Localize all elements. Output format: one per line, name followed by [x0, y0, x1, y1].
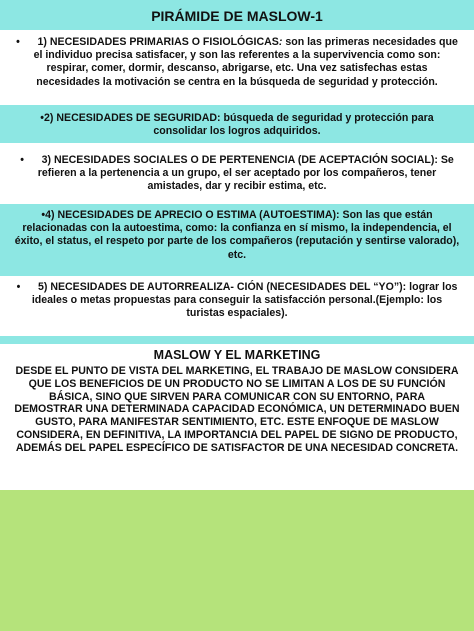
separator-band: [0, 336, 474, 344]
footer-area: [0, 490, 474, 631]
need-1-body: son las primeras necesidades que el individuo precisa satisfacer, y son las referentes a la supervivencia como son: respirar, comer, dormir, descanso, abrigarse, etc. Una vez satisfechas estas necesidades la motivación se centra en la búsqueda de seguridad y protección.: [33, 36, 458, 88]
need-4-body: 4) NECESIDADES DE APRECIO O ESTIMA (AUTOESTIMA): Son las que están relacionadas con la autoestima, como: la confianza en sí mismo, la independencia, el éxito, el status, el respeto por parte de los compañeros (reputación y sentirse valorado), etc.: [14, 209, 460, 261]
marketing-box: [0, 344, 474, 490]
need-1-colon: :: [278, 36, 283, 48]
title-band: [0, 0, 474, 30]
bullet: •: [16, 36, 20, 48]
spacer-band: [0, 262, 474, 276]
need-1-lead: 1) NECESIDADES PRIMARIAS O FISIOLÓGICAS: [37, 36, 279, 48]
need-5-body: 5) NECESIDADES DE AUTORREALIZA- CIÓN (NECESIDADES DEL “YO”): lograr los ideales o metas propuestas para conseguir la satisfacción personal.(Ejemplo: los turistas espaciales).: [31, 281, 458, 320]
need-1-text: [0, 30, 474, 89]
bullet: •: [16, 281, 21, 293]
marketing-title: MASLOW Y EL MARKETING: [153, 348, 321, 362]
need-2-text: [0, 105, 474, 138]
need-3-text: [0, 143, 474, 194]
need-2-body: 2) NECESIDADES DE SEGURIDAD: búsqueda de seguridad y protección para consolidar los logros adquiridos.: [44, 112, 434, 138]
need-4-text: [0, 204, 474, 262]
need-3-box: [0, 143, 474, 204]
bullet: •: [40, 112, 44, 124]
need-3-body: 3) NECESIDADES SOCIALES O DE PERTENENCIA (DE ACEPTACIÓN SOCIAL): Se refieren a la pertenencia a un grupo, el ser aceptado por los compañeros, tener amistades, dar y recibir estima, etc.: [37, 154, 454, 193]
need-5-text: [0, 276, 474, 321]
need-2-box: [0, 105, 474, 143]
bullet: •: [41, 209, 46, 221]
bullet: •: [20, 154, 24, 166]
page-title: PIRÁMIDE DE MASLOW-1: [151, 8, 323, 24]
need-4-box: [0, 204, 474, 262]
marketing-text: DESDE EL PUNTO DE VISTA DEL MARKETING, EL TRABAJO DE MASLOW CONSIDERA QUE LOS BENEFICIOS DE UN PRODUCTO NO SE LIMITAN A LOS DE SU FUNCIÓN BÁSICA, SINO QUE SIRVEN PARA COMUNICAR CON SU ENTORNO, PARA DEMOSTRAR UNA DETERMINADA CAPACIDAD ECONÓMICA, UN DETERMINADO BUEN GUSTO, PARA MANIFESTAR SENTIMIENTO, ETC. ESTE ENFOQUE DE MASLOW CONSIDERA, EN DEFINITIVA, LA IMPORTANCIA DEL PAPEL DE SIGNO DE PRODUCTO, ADEMÁS DEL PAPEL ESPECÍFICO DE SATISFACTOR DE UNA NECESIDAD CONCRETA.: [14, 365, 460, 454]
need-5-box: [0, 276, 474, 336]
need-1-box: [0, 30, 474, 105]
